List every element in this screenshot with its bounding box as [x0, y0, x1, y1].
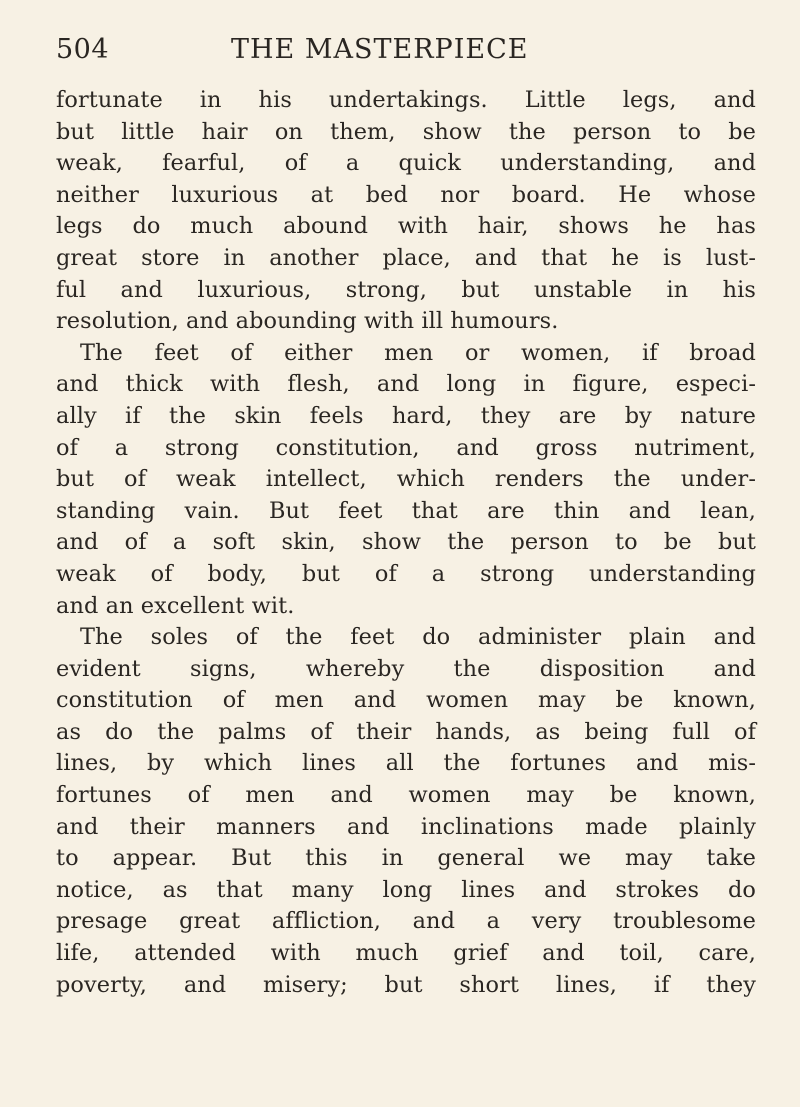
paragraph-first-line: The soles of the feet do administer plain and — [80, 624, 756, 651]
text-line: ful and luxurious, strong, but unstable in his — [56, 276, 756, 303]
text-line: ally if the skin feels hard, they are by nature — [56, 402, 756, 429]
running-title: THE MASTERPIECE — [231, 34, 529, 65]
text-line: to appear. But this in general we may take — [56, 845, 756, 872]
paragraph-first-line: The feet of either men or women, if broad — [80, 339, 756, 366]
text-line: but little hair on them, show the person to be — [56, 118, 756, 145]
text-line: but of weak intellect, which renders the under- — [56, 466, 756, 493]
text-line: lines, by which lines all the fortunes and mis- — [56, 750, 756, 777]
text-line: life, attended with much grief and toil, care, — [56, 940, 756, 967]
text-line: neither luxurious at bed nor board. He whose — [56, 181, 756, 208]
text-line: and thick with flesh, and long in figure, especi- — [56, 371, 756, 398]
text-line: fortunate in his undertakings. Little legs, and — [56, 87, 756, 113]
text-line: weak, fearful, of a quick understanding, and — [56, 150, 756, 177]
text-line: presage great affliction, and a very troublesome — [56, 908, 756, 935]
text-line: and their manners and inclinations made plainly — [56, 813, 756, 840]
text-line: notice, as that many long lines and strokes do — [56, 876, 756, 903]
text-line: resolution, and abounding with ill humours. — [56, 308, 559, 335]
page-header — [56, 30, 756, 70]
text-line: and of a soft skin, show the person to be but — [56, 529, 756, 556]
text-line: of a strong constitution, and gross nutriment, — [56, 434, 756, 461]
text-line: weak of body, but of a strong understanding — [56, 560, 756, 587]
text-line: as do the palms of their hands, as being full of — [56, 718, 756, 745]
page-number: 504 — [56, 34, 110, 65]
text-line: standing vain. But feet that are thin and lean, — [56, 497, 756, 524]
text-line: legs do much abound with hair, shows he has — [56, 213, 756, 240]
body-text — [56, 85, 756, 1001]
text-line: great store in another place, and that he is lust- — [56, 244, 756, 271]
text-line: constitution of men and women may be known, — [56, 687, 756, 714]
text-line: and an excellent wit. — [56, 592, 295, 619]
text-line: poverty, and misery; but short lines, if they — [56, 971, 756, 998]
text-line: fortunes of men and women may be known, — [56, 782, 756, 809]
text-line: evident signs, whereby the disposition and — [56, 655, 756, 682]
